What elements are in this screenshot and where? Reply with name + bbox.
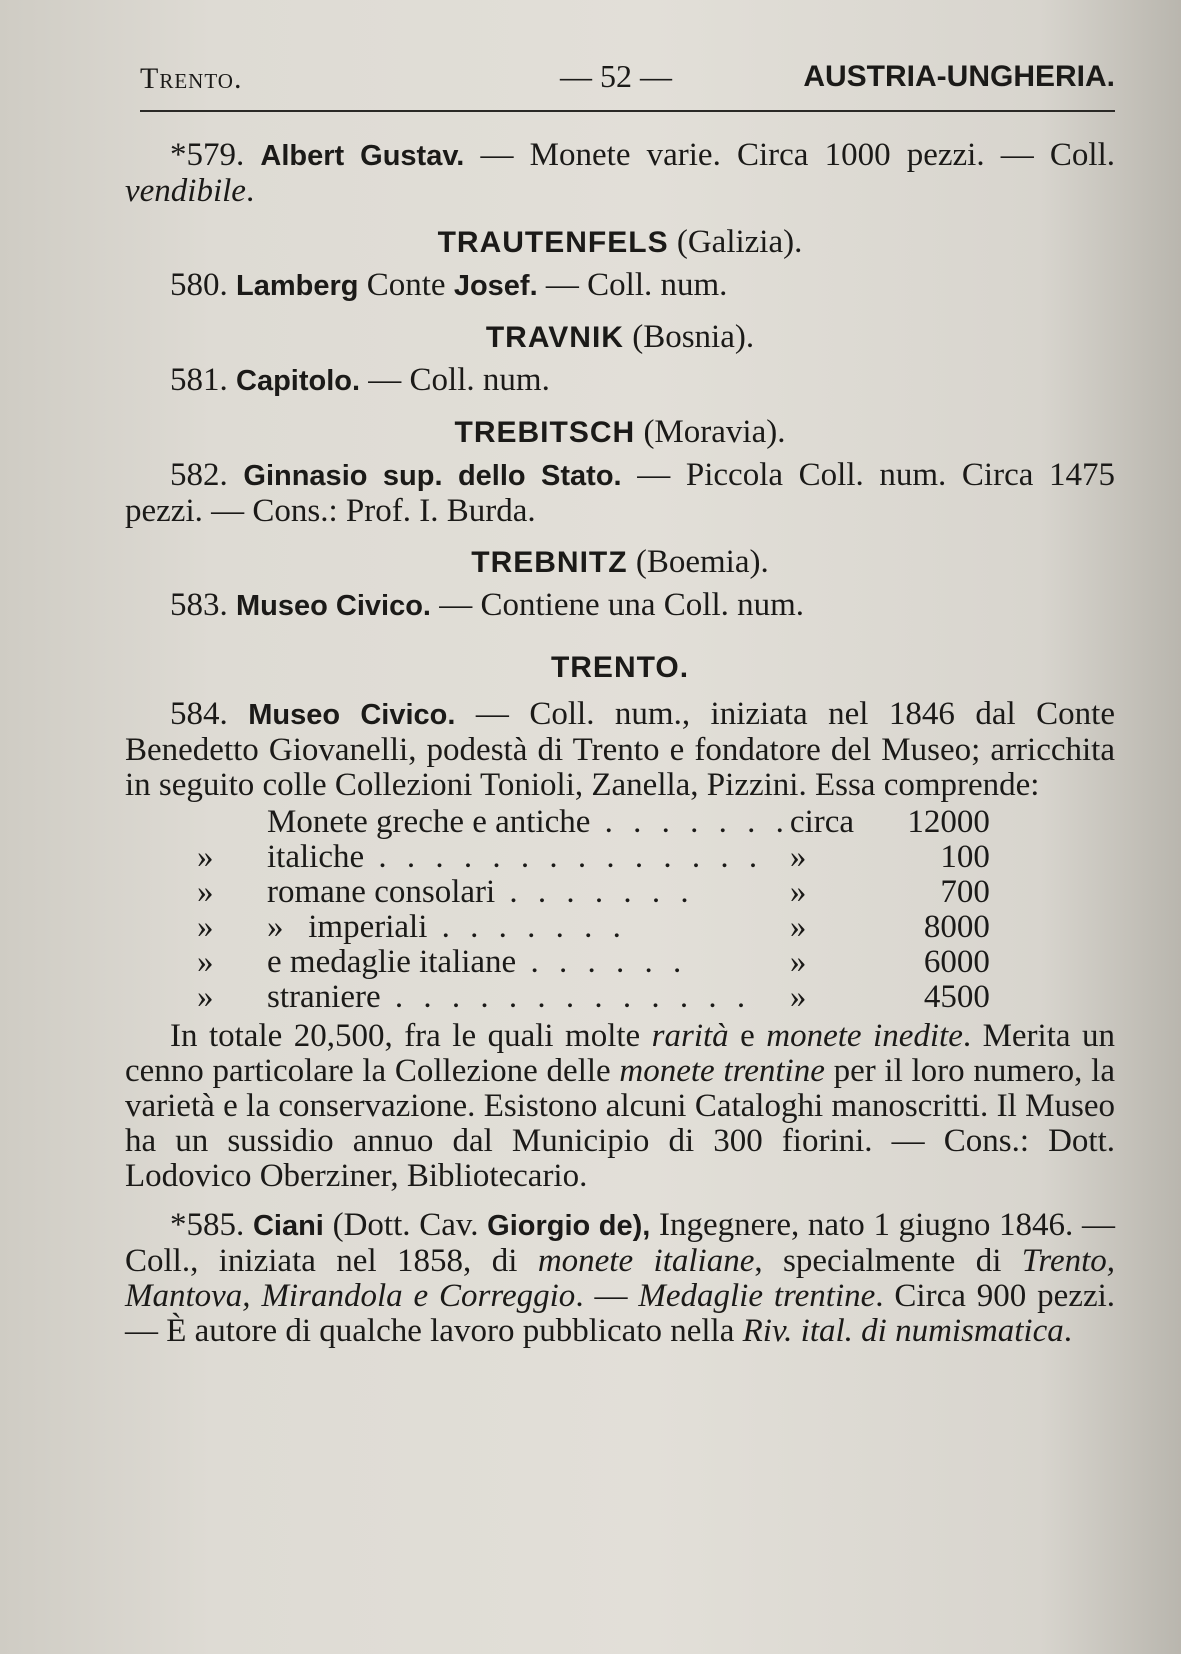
coin-category xyxy=(267,945,790,980)
ditto-mark-text: » xyxy=(197,909,214,945)
entry-text: . xyxy=(1063,1313,1072,1349)
approx-label xyxy=(790,805,860,840)
city-heading-trento xyxy=(125,650,1115,685)
coin-category xyxy=(267,805,790,840)
entry-584 xyxy=(125,697,1115,803)
approx-label-text: » xyxy=(789,839,807,875)
entry-text: — Coll. num., iniziata nel 1846 dal Conte Benedetto Giovanelli, podestà di Trento e fondatore del Museo; arricchita in seguito colle Collezioni Tonioli, Zanella, Pizzini. Essa comprende: xyxy=(125,696,1115,803)
coin-category-text: italiche xyxy=(267,839,365,875)
entry-italic: Trento, Mantova, Mirandola e Correggio xyxy=(125,1243,1116,1314)
coin-count-text: 6000 xyxy=(923,944,990,980)
coin-count xyxy=(860,945,990,980)
coin-count xyxy=(860,805,990,840)
coin-category-text: Monete greche e antiche xyxy=(267,804,591,840)
approx-label xyxy=(790,945,860,980)
entry-text: . Merita un cenno particolare la Collezione delle xyxy=(125,1018,1115,1089)
ditto-mark-text: » xyxy=(197,874,214,910)
entry-580 xyxy=(125,268,1115,304)
city-name: TREBNITZ xyxy=(471,546,628,579)
coin-row xyxy=(197,805,990,840)
header-section: Trento. xyxy=(140,62,243,95)
entry-text: Conte xyxy=(358,267,454,303)
entry-text: — Contiene una Coll. num. xyxy=(431,587,805,623)
region-name: (Moravia). xyxy=(635,414,786,450)
approx-label xyxy=(790,840,860,875)
city-name: TREBITSCH xyxy=(454,416,636,449)
entry-name: Ginnasio sup. dello Stato. xyxy=(243,460,622,492)
ditto-mark xyxy=(197,805,267,840)
approx-label-text: » xyxy=(789,944,807,980)
page-body xyxy=(125,138,1115,1349)
entry-text: — Piccola Coll. num. Circa 1475 pezzi. — Cons.: Prof. I. Burda. xyxy=(125,457,1116,529)
coin-category-text: e medaglie italiane xyxy=(267,944,517,980)
entry-italic: monete italiane xyxy=(537,1243,755,1279)
entry-italic: Medaglie trentine xyxy=(638,1278,876,1314)
entry-italic: monete inedite xyxy=(766,1018,963,1054)
dot-leader: . . . . . . . xyxy=(590,804,790,840)
entry-number: 583. xyxy=(170,587,228,623)
coin-inventory-table xyxy=(197,805,990,1015)
dot-leader: . . . . . . . xyxy=(495,874,695,910)
entry-text: (Dott. Cav. xyxy=(323,1207,488,1243)
coin-row xyxy=(197,945,990,980)
entry-name: Ciani xyxy=(252,1210,324,1242)
entry-italic: rarità xyxy=(651,1018,729,1054)
coin-row xyxy=(197,980,990,1015)
entry-584-continued xyxy=(125,1019,1115,1194)
entry-number: 580. xyxy=(170,267,228,303)
ditto-mark xyxy=(197,945,267,980)
ditto-mark-text: » xyxy=(197,944,214,980)
coin-category-text: romane consolari xyxy=(267,874,496,910)
entry-text: Ingegnere, nato 1 giugno 1846. — Coll., iniziata nel 1858, di xyxy=(125,1207,1115,1279)
city-heading-trautenfels xyxy=(125,225,1115,260)
coin-category-text: straniere xyxy=(267,979,381,1015)
header-country: AUSTRIA-UNGHERIA. xyxy=(803,60,1115,93)
city-heading-trebitsch xyxy=(125,415,1115,450)
entry-number: 584. xyxy=(170,696,228,732)
ditto-mark xyxy=(197,910,267,945)
coin-count-text: 100 xyxy=(940,839,990,875)
approx-label-text: » xyxy=(789,874,807,910)
header-rule xyxy=(140,110,1115,112)
dot-leader: . . . . . . xyxy=(516,944,688,980)
ditto-mark-text: » xyxy=(197,979,214,1015)
entry-italic: monete trentine xyxy=(619,1053,825,1089)
entry-text: , specialmente di xyxy=(754,1243,1022,1279)
approx-label-text: circa xyxy=(789,804,855,840)
running-header xyxy=(140,58,1115,98)
coin-count xyxy=(860,840,990,875)
entry-name: Capitolo. xyxy=(236,365,361,397)
coin-count xyxy=(860,980,990,1015)
approx-label xyxy=(790,910,860,945)
page-number: — 52 — xyxy=(560,58,672,94)
approx-label-text: » xyxy=(789,909,807,945)
coin-category-text: » imperiali xyxy=(267,909,428,945)
entry-583 xyxy=(125,588,1115,624)
dot-leader: . . . . . . . . . . . . . . xyxy=(364,839,764,875)
coin-category xyxy=(267,840,790,875)
coin-row xyxy=(197,875,990,910)
coin-category xyxy=(267,910,790,945)
entry-name: Albert Gustav. xyxy=(260,140,465,172)
coin-category xyxy=(267,875,790,910)
coin-row xyxy=(197,910,990,945)
entry-text: — Coll. num. xyxy=(537,267,728,303)
coin-count xyxy=(860,875,990,910)
city-heading-trebnitz xyxy=(125,545,1115,580)
city-name: TRAUTENFELS xyxy=(437,226,669,259)
entry-italic: vendibile xyxy=(125,173,246,209)
entry-number: *585. xyxy=(170,1207,245,1243)
entry-number: 582. xyxy=(170,457,228,493)
entry-text: . Circa 900 pezzi. — È autore di qualche lavoro pubblicato nella xyxy=(125,1278,1116,1349)
dot-leader: . . . . . . . xyxy=(427,909,627,945)
city-name: TRAVNIK xyxy=(485,321,624,354)
approx-label xyxy=(790,980,860,1015)
entry-text: e xyxy=(728,1018,767,1054)
entry-585 xyxy=(125,1208,1115,1349)
city-heading-travnik xyxy=(125,320,1115,355)
entry-text: . xyxy=(245,173,255,209)
ditto-mark xyxy=(197,840,267,875)
entry-text: — Coll. num. xyxy=(360,362,550,398)
coin-count-text: 8000 xyxy=(923,909,990,945)
entry-name: Museo Civico. xyxy=(248,699,456,731)
entry-text: . — xyxy=(575,1278,639,1314)
approx-label-text: » xyxy=(789,979,807,1015)
coin-row xyxy=(197,840,990,875)
entry-text: per il loro numero, la varietà e la conservazione. Esistono alcuni Cataloghi manoscritti. Il Museo ha un sussidio annuo dal Municipio di 300 fiorini. — Cons.: Dott. Lodovico Oberziner, Bibliotecario. xyxy=(125,1053,1115,1194)
coin-count-text: 700 xyxy=(940,874,990,910)
entry-name: Josef. xyxy=(453,270,538,302)
entry-number: *579. xyxy=(170,137,245,173)
coin-count-text: 12000 xyxy=(907,804,990,840)
region-name: (Boemia). xyxy=(627,544,769,580)
region-name: (Bosnia). xyxy=(623,319,755,355)
entry-text: In totale 20,500, fra le quali molte xyxy=(170,1018,652,1054)
city-name: TRENTO. xyxy=(550,651,690,684)
entry-text: — Monete varie. Circa 1000 pezzi. — Coll. xyxy=(464,137,1116,173)
entry-italic: Riv. ital. di numismatica xyxy=(742,1313,1064,1349)
region-name: (Galizia). xyxy=(668,224,803,260)
ditto-mark-text: » xyxy=(197,839,214,875)
entry-number: 581. xyxy=(170,362,228,398)
coin-category xyxy=(267,980,790,1015)
entry-581 xyxy=(125,363,1115,399)
entry-582 xyxy=(125,458,1115,529)
dot-leader: . . . . . . . . . . . . . xyxy=(380,979,752,1015)
approx-label xyxy=(790,875,860,910)
entry-name: Giorgio de), xyxy=(487,1210,651,1242)
entry-name: Museo Civico. xyxy=(236,590,431,622)
ditto-mark xyxy=(197,875,267,910)
coin-count xyxy=(860,910,990,945)
coin-count-text: 4500 xyxy=(923,979,990,1015)
entry-579 xyxy=(125,138,1115,209)
ditto-mark xyxy=(197,980,267,1015)
entry-name: Lamberg xyxy=(236,270,359,302)
